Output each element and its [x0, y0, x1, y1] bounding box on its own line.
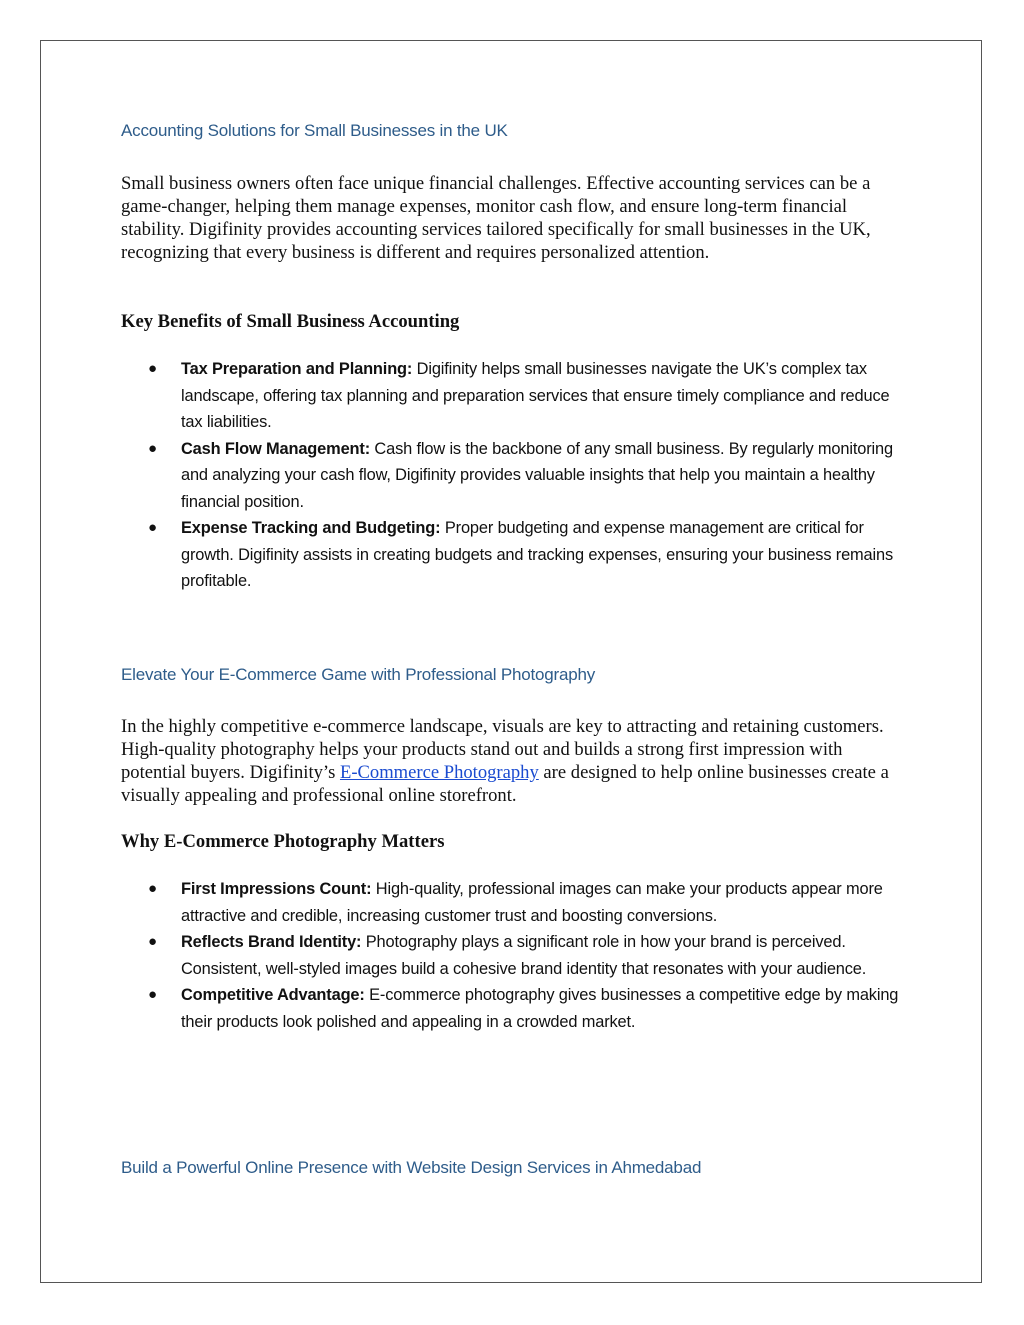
bullet-term: Cash Flow Management:: [181, 439, 371, 458]
section-heading-accounting: Accounting Solutions for Small Businesses in the UK: [121, 121, 508, 140]
bullet-text: High-quality, professional images can make your products appear more attractive and credible, increasing customer trust and boosting conversions.: [181, 880, 883, 925]
section-paragraph-accounting: Small business owners often face unique financial challenges. Effective accounting services can be a game-changer, helping them manage expenses, monitor cash flow, and ensure long-term financial stability. Digifinity provides accounting services tailored specifically for small businesses in the UK, recognizing that every business is different and requires personalized attention.: [121, 173, 871, 263]
list-item: [148, 436, 911, 516]
bullet-term: Tax Preparation and Planning:: [181, 360, 413, 378]
list-item: [148, 982, 911, 1035]
list-item: [148, 876, 911, 929]
paragraph-text-after-link: are designed to help online businesses create a visually appealing and professional online storefront.: [121, 762, 889, 806]
bullet-text: Photography plays a significant role in how your brand is perceived. Consistent, well-styled images build a cohesive brand identity that resonates with your audience.: [181, 933, 867, 978]
section-heading-photography: Elevate Your E-Commerce Game with Professional Photography: [121, 665, 596, 684]
subheading-why-photography: Why E-Commerce Photography Matters: [121, 831, 445, 852]
paragraph-text-before-link: In the highly competitive e-commerce landscape, visuals are key to attracting and retaining customers. High-quality photography helps your products stand out and builds a strong first impression with potential buyers. Digifinity’s: [121, 716, 884, 783]
section-paragraph-photography: [121, 715, 901, 807]
list-item: [148, 515, 911, 595]
bullet-list-accounting: [148, 356, 911, 595]
bullet-icon: ●: [148, 360, 157, 377]
section-heading-website-design: Build a Powerful Online Presence with Website Design Services in Ahmedabad: [121, 1158, 702, 1177]
bullet-term: Competitive Advantage:: [181, 986, 365, 1004]
bullet-icon: ●: [148, 519, 157, 536]
bullet-list-photography: [148, 876, 911, 1035]
document-page: [40, 40, 982, 1283]
list-item: [148, 356, 911, 436]
bullet-term: Reflects Brand Identity:: [181, 933, 362, 951]
bullet-term: First Impressions Count:: [181, 880, 372, 898]
bullet-text: E-commerce photography gives businesses a competitive edge by making their products look polished and appealing in a crowded market.: [181, 986, 899, 1031]
bullet-term: Expense Tracking and Budgeting:: [181, 519, 441, 537]
bullet-icon: ●: [148, 933, 157, 950]
bullet-text: Digifinity helps small businesses navigate the UK’s complex tax landscape, offering tax planning and preparation services that ensure timely compliance and reduce tax liabilities.: [181, 360, 890, 431]
list-item: [148, 929, 911, 982]
bullet-text: Cash flow is the backbone of any small business. By regularly monitoring and analyzing your cash flow, Digifinity provides valuable insights that help you maintain a healthy financial position.: [181, 439, 893, 511]
bullet-icon: ●: [148, 986, 157, 1003]
bullet-text: Proper budgeting and expense management are critical for growth. Digifinity assists in creating budgets and tracking expenses, ensuring your business remains profitable.: [181, 519, 894, 590]
bullet-icon: ●: [148, 880, 157, 897]
subheading-key-benefits: Key Benefits of Small Business Accounting: [121, 311, 460, 332]
bullet-icon: ●: [148, 439, 157, 457]
ecommerce-photography-link[interactable]: E-Commerce Photography: [339, 762, 539, 783]
